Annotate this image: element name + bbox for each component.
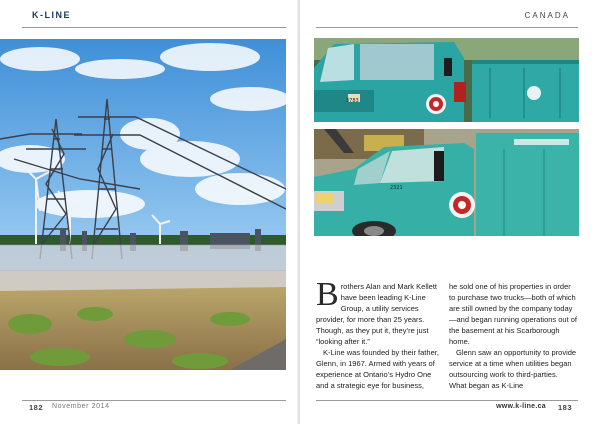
article-paragraph-2: K-Line was founded by their father, Glenn, in 1967. Armed with years of experience at Ontario’s Hydro One and a strategic eye for business,: [316, 348, 439, 390]
truck2-number: 2321: [390, 185, 403, 191]
article-paragraph-4: Glenn saw an opportunity to provide service at a time when utilities began outsourcing work to third-parties. What began as K-Line: [449, 348, 577, 390]
article-column-2: [449, 281, 577, 391]
substation-photo: [0, 39, 286, 370]
article-paragraph-1: rothers Alan and Mark Kellett have been leading K-Line Group, a utility services provider, for more than 25 years. Though, as they put it, they’re just “looking after it.”: [316, 282, 437, 346]
left-page-number: 182: [29, 403, 44, 412]
article-column-1: [316, 276, 442, 391]
right-page: [300, 0, 600, 424]
left-page: [0, 0, 298, 424]
right-page-header: [316, 9, 578, 28]
truck-photo-bottom: [314, 129, 579, 236]
right-page-footer: [316, 400, 578, 413]
left-page-footer: [22, 400, 286, 413]
article-paragraph-3: he sold one of his properties in order to purchase two trucks—both of which are still owned by the company today—and began running operations out of the basement at his Scarborough home.: [449, 282, 578, 346]
section-label: CANADA: [524, 11, 570, 20]
truck1-number: 3783: [346, 98, 359, 104]
truck-photo-top: [314, 38, 579, 122]
right-page-number: 183: [557, 403, 572, 412]
website-url[interactable]: www.k-line.ca: [496, 403, 546, 410]
issue-date: November 2014: [52, 403, 110, 410]
drop-cap: B: [316, 276, 339, 313]
brand-name: K-LINE: [32, 10, 71, 20]
left-page-header: [22, 9, 286, 28]
